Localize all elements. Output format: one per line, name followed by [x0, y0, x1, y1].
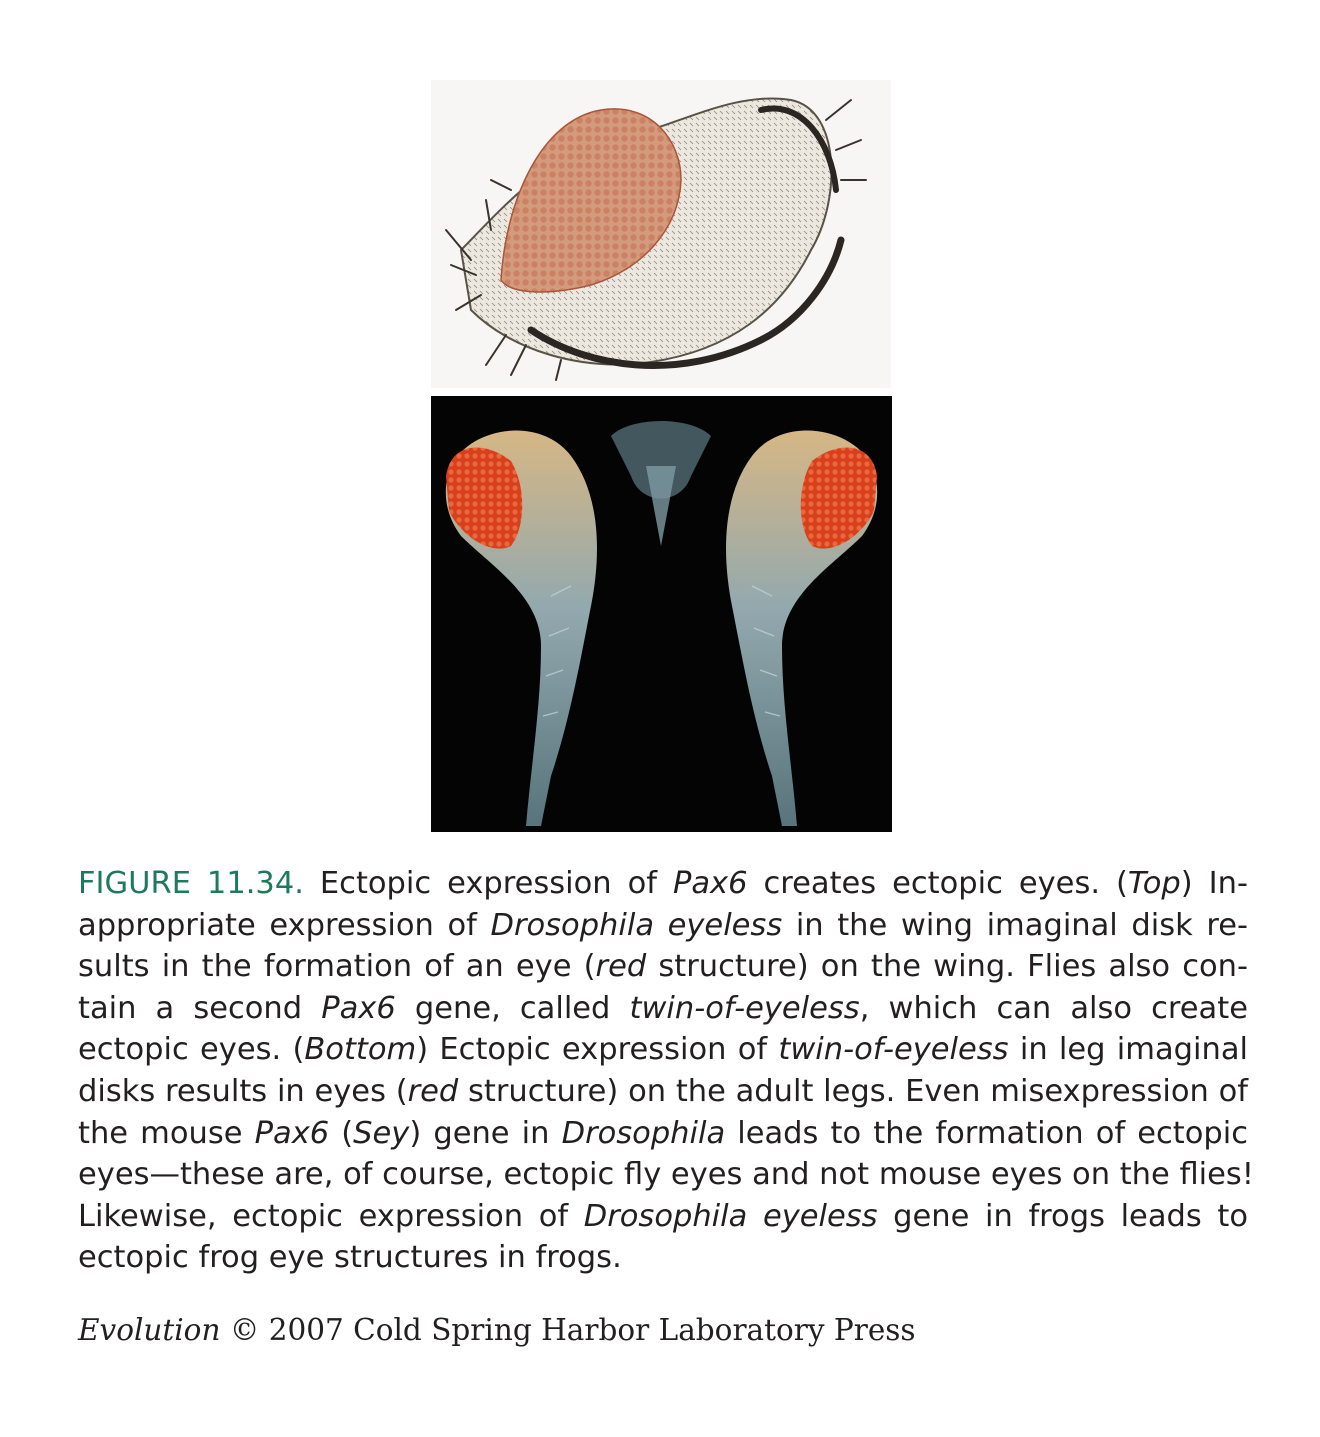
caption-text: ectopic eyes. ( — [78, 1032, 305, 1068]
caption-italic-text: Drosophila — [561, 1115, 726, 1151]
caption-text: ( — [329, 1115, 354, 1151]
credit-book-title: Evolution — [78, 1313, 221, 1347]
caption-italic-text: twin-of-eyeless — [778, 1032, 1009, 1068]
caption-italic-text: Top — [1127, 866, 1181, 901]
caption-text: sults in the formation of an eye ( — [78, 949, 596, 985]
caption-italic-text: Pax6 — [672, 866, 748, 901]
caption-text: ) Ectopic expression of — [416, 1032, 779, 1068]
caption-text: ) In- — [1180, 866, 1248, 901]
wing-ectopic-eye-illustration — [431, 80, 891, 388]
figure-caption — [78, 863, 1255, 1279]
caption-line — [78, 1029, 1248, 1071]
caption-line — [78, 946, 1248, 988]
caption-text: eyes—these are, of course, ectopic fly eyes and not mouse eyes on the flies! — [78, 1157, 1255, 1193]
caption-italic-text: Sey — [353, 1115, 410, 1151]
legs-ectopic-eyes-illustration — [431, 396, 892, 832]
caption-text: leads to the formation of ectopic — [725, 1115, 1248, 1151]
caption-italic-text: Pax6 — [254, 1115, 330, 1151]
caption-text: appropriate expression of — [78, 907, 491, 943]
caption-text: Likewise, ectopic expression of — [78, 1198, 584, 1234]
caption-italic-text: Pax6 — [321, 990, 396, 1026]
caption-italic-text: Drosophila eyeless — [583, 1198, 878, 1234]
credit-publisher: © 2007 Cold Spring Harbor Laboratory Press — [220, 1313, 916, 1347]
caption-text: structure) on the wing. Flies also con- — [646, 949, 1248, 985]
caption-text: ) gene in — [409, 1115, 562, 1151]
wing-ectopic-eye-photo — [431, 80, 891, 388]
caption-text: the mouse — [78, 1115, 255, 1151]
caption-text: Ectopic expression of — [303, 866, 673, 901]
caption-text: tain a second — [78, 990, 322, 1026]
caption-line — [78, 1071, 1248, 1113]
caption-text: gene, called — [395, 990, 630, 1026]
caption-text: creates ectopic eyes. ( — [747, 866, 1128, 901]
caption-line — [78, 988, 1248, 1030]
caption-text: in the wing imaginal disk re- — [782, 907, 1249, 943]
caption-line — [78, 905, 1248, 947]
caption-line — [78, 1154, 1255, 1196]
caption-italic-text: twin-of-eyeless — [629, 990, 860, 1026]
caption-line — [78, 1196, 1248, 1238]
caption-italic-text: Bottom — [304, 1032, 417, 1068]
caption-italic-text: red — [595, 949, 647, 985]
caption-line — [78, 863, 1248, 905]
caption-italic-text: Drosophila eyeless — [490, 907, 783, 943]
caption-line — [78, 1113, 1248, 1155]
caption-text: , which can also create — [859, 990, 1248, 1026]
caption-text: disks results in eyes ( — [78, 1073, 408, 1109]
caption-text: in leg imaginal — [1008, 1032, 1248, 1068]
caption-text: structure) on the adult legs. Even misexpression of — [458, 1073, 1248, 1109]
figure-label: FIGURE 11.34. — [78, 866, 304, 901]
caption-text: ectopic frog eye structures in frogs. — [78, 1240, 622, 1276]
legs-ectopic-eyes-photo — [431, 396, 892, 832]
caption-line — [78, 1237, 1248, 1279]
caption-text: gene in frogs leads to — [877, 1198, 1249, 1234]
caption-italic-text: red — [407, 1073, 459, 1109]
copyright-credit — [78, 1310, 916, 1350]
